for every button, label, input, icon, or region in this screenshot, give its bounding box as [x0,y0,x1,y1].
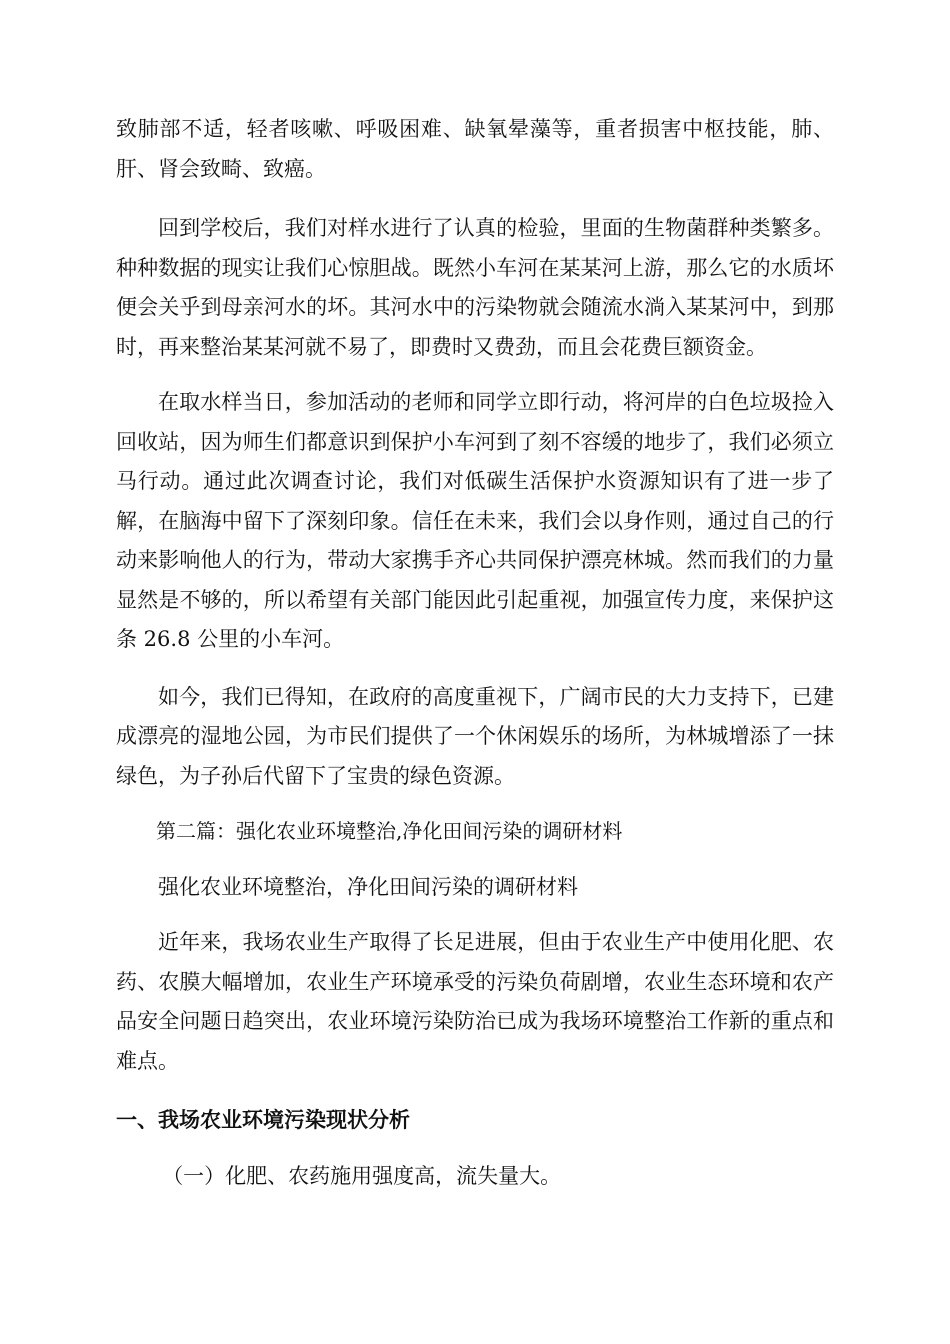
section-heading: 一、我场农业环境污染现状分析 [116,1108,410,1132]
paragraph-2: 回到学校后，我们对样水进行了认真的检验，里面的生物菌群种类繁多。种种数据的现实让我们心惊胆战。既然小车河在某某河上游，那么它的水质坏便会关乎到母亲河水的坏。其河水中的污染物就会随流水淌入某某河中，到那时，再来整治某某河就不易了，即费时又费劲，而且会花费巨额资金。 [116,216,834,359]
paragraph-4: 如今，我们已得知，在政府的高度重视下，广阔市民的大力支持下，已建成漂亮的湿地公园，为市民们提供了一个休闲娱乐的场所，为林城增添了一抹绿色，为子孙后代留下了宝贵的绿色资源。 [116,684,834,788]
section-title-line: 第二篇：强化农业环境整治,净化田间污染的调研材料 [156,819,623,843]
paragraph-3: 在取水样当日，参加活动的老师和同学立即行动，将河岸的白色垃圾捡入回收站，因为师生们都意识到保护小车河到了刻不容缓的地步了，我们必须立马行动。通过此次调查讨论，我们对低碳生活保护水资源知识有了进一步了解，在脑海中留下了深刻印象。信任在未来，我们会以身作则，通过自己的行动来影响他人的行为，带动大家携手齐心共同保护漂亮林城。然而我们的力量显然是不够的，所以希望有关部门能因此引起重视，加强宣传力度，来保护这条 26.8 公里的小车河。 [116,390,834,651]
document-body [116,110,834,1196]
paragraph-1: 致肺部不适，轻者咳嗽、呼吸困难、缺氧晕藻等，重者损害中枢技能，肺、肝、肾会致畸、致癌。 [116,117,834,181]
document-subtitle: 强化农业环境整治，净化田间污染的调研材料 [158,874,578,899]
subsection-heading: （一）化肥、农药施用强度高，流失量大。 [162,1163,562,1188]
paragraph-intro: 近年来，我场农业生产取得了长足进展，但由于农业生产中使用化肥、农药、农膜大幅增加，农业生产环境承受的污染负荷剧增，农业生态环境和农产品安全问题日趋突出，农业环境污染防治已成为我场环境整治工作新的重点和难点。 [116,930,834,1073]
